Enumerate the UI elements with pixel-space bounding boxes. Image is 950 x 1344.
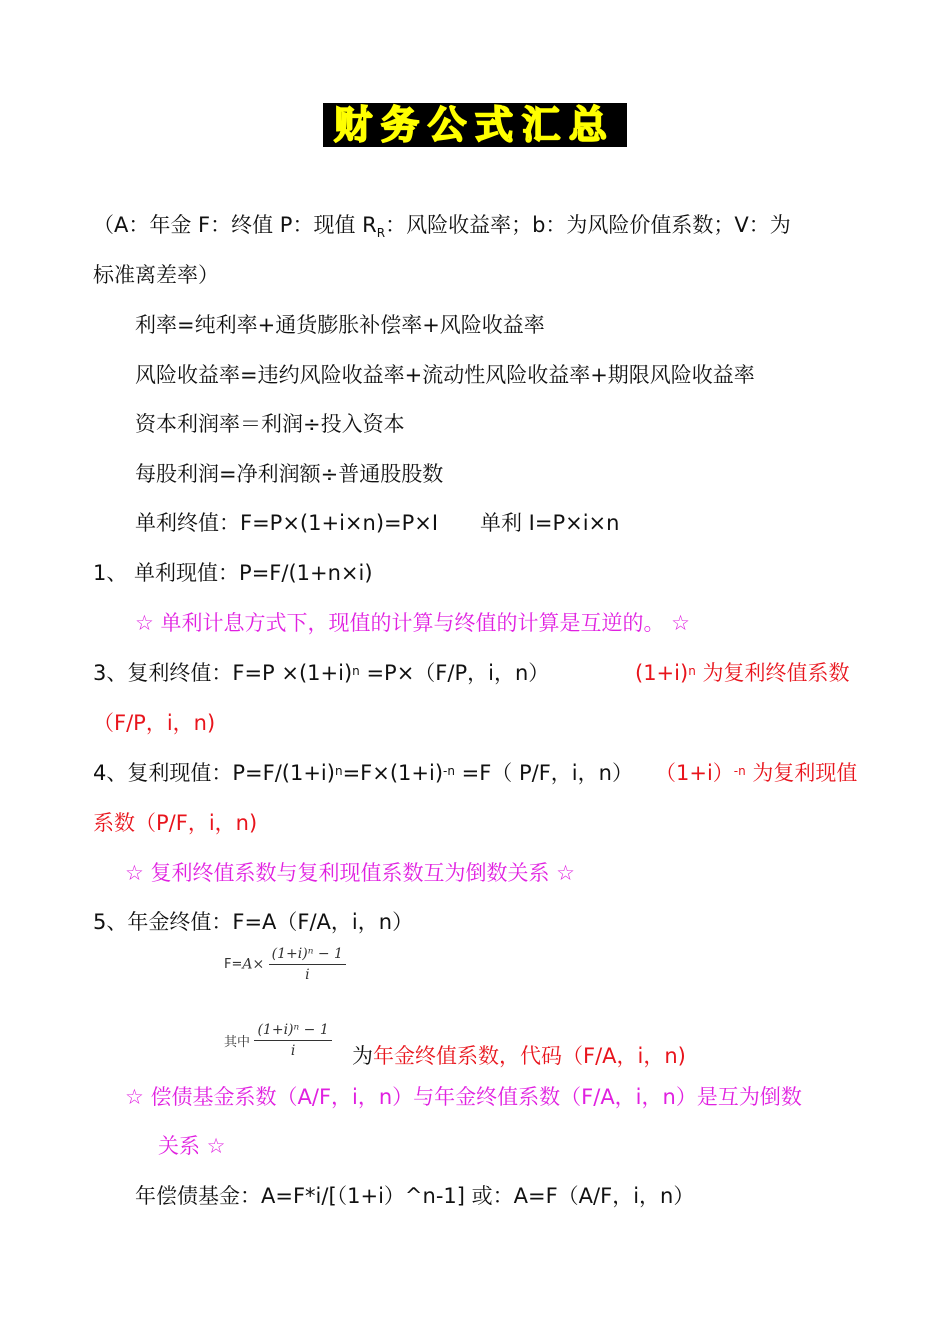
f2-numerator: (1+i)ⁿ − 1 — [254, 1020, 331, 1041]
f2-label: 其中 — [224, 1035, 251, 1050]
f1-denominator: i — [305, 967, 310, 983]
annuity-fv-equation — [224, 944, 346, 985]
annuity-factor-note — [352, 1041, 686, 1071]
cpv-text-c: =F（ P/F，i，n） — [454, 761, 633, 785]
formula-simple-interest: 单利 I=P×i×n — [480, 511, 620, 535]
f2-fraction — [254, 1020, 331, 1061]
cpv-sup-2: -n — [443, 764, 455, 778]
f1-numerator: (1+i)ⁿ − 1 — [269, 944, 346, 965]
formula-capital-profit: 资本利润率＝利润÷投入资本 — [135, 412, 405, 436]
legend-text-a: （A：年金 F：终值 P：现值 R — [93, 213, 377, 237]
cpv-sup-1: n — [334, 764, 343, 778]
f1-a: A× — [242, 956, 265, 973]
f1-fraction — [269, 944, 346, 985]
cpv-text-a: 4、复利现值：P=F/(1+i) — [93, 761, 335, 785]
note-compound-fv-factor — [635, 658, 849, 688]
formula-simple-fv: 单利终值：F=P×(1+i×n)=P×I — [135, 511, 439, 535]
note-compound-pv-code: 系数（P/F，i，n) — [93, 811, 258, 835]
title-banner — [323, 103, 627, 147]
cpv-red-a: （1+i） — [655, 761, 734, 785]
legend-text-b: ：风险收益率；b：为风险价值系数；V：为 — [385, 213, 791, 237]
legend-line-1 — [93, 210, 791, 248]
formula-sinking-fund: 年偿债基金：A=F*i/[（1+i）^n-1] 或：A=F（A/F，i，n） — [135, 1184, 695, 1208]
page-title: 财务公式汇总 — [333, 103, 616, 147]
cfv-text-a: 3、复利终值：F=P ×(1+i) — [93, 661, 353, 685]
formula-simple-pv: 1、 单利现值：P=F/(1+n×i) — [93, 561, 373, 585]
note-compound-fv-code: （F/P，i，n) — [93, 711, 216, 735]
cpv-text-b: =F×(1+i) — [342, 761, 444, 785]
formula-eps: 每股利润=净利润额÷普通股股数 — [135, 462, 444, 486]
formula-risk-return: 风险收益率=违约风险收益率+流动性风险收益率+期限风险收益率 — [135, 363, 755, 387]
note-compound-pv-factor — [655, 758, 857, 788]
cfv-red-a: (1+i) — [635, 661, 689, 685]
annuity-note-prefix: 为 — [352, 1044, 373, 1068]
formula-compound-pv — [93, 758, 633, 788]
cfv-sup: n — [352, 664, 360, 678]
cfv-red-b: 为复利终值系数 — [695, 661, 850, 685]
annuity-note-red: 年金终值系数，代码（F/A，i，n) — [373, 1044, 686, 1068]
formula-interest-rate: 利率=纯利率+通货膨胀补偿率+风险收益率 — [135, 313, 545, 337]
formula-annuity-fv: 5、年金终值：F=A（F/A，i，n） — [93, 910, 414, 934]
legend-line-2: 标准离差率） — [93, 263, 219, 287]
legend-sub: R — [376, 226, 386, 241]
note-reciprocal: ☆ 复利终值系数与复利现值系数互为倒数关系 ☆ — [125, 861, 576, 885]
note-sinking-fund-1: ☆ 偿债基金系数（A/F，i，n）与年金终值系数（F/A，i，n）是互为倒数 — [125, 1085, 802, 1109]
cfv-red-sup: n — [688, 664, 696, 678]
f2-denominator: i — [290, 1043, 296, 1059]
cfv-text-b: =P×（F/P，i，n） — [359, 661, 550, 685]
f1-label: F= — [224, 957, 243, 972]
note-simple-inverse: ☆ 单利计息方式下，现值的计算与终值的计算是互逆的。 ☆ — [135, 611, 691, 635]
annuity-fv-factor-equation — [224, 1020, 332, 1061]
note-sinking-fund-2: 关系 ☆ — [158, 1134, 226, 1158]
cpv-red-b: 为复利现值 — [745, 761, 858, 785]
formula-compound-fv — [93, 658, 549, 688]
cpv-red-sup: -n — [733, 764, 746, 778]
